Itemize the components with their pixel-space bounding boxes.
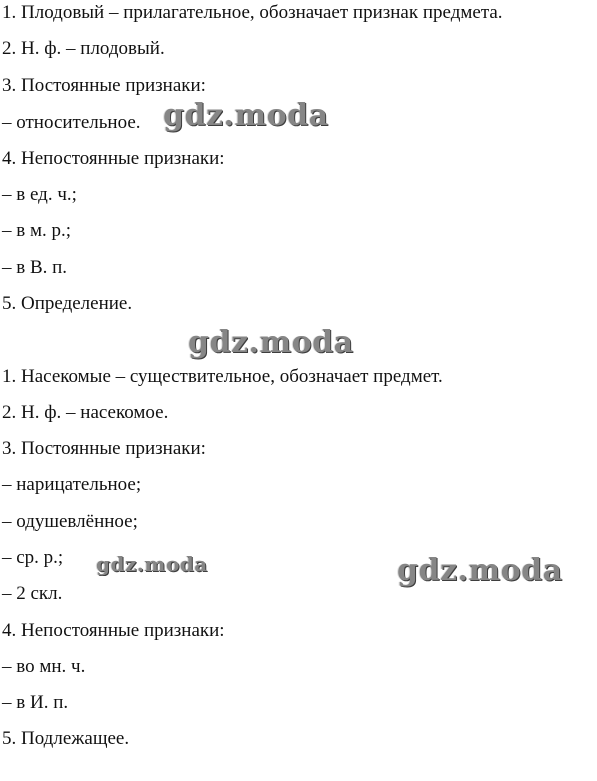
text-line: – относительное. bbox=[2, 112, 141, 133]
text-line: 1. Насекомые – существительное, обозначает предмет. bbox=[2, 366, 443, 387]
text-line: – в В. п. bbox=[2, 257, 68, 278]
watermark: gdz.moda bbox=[397, 553, 563, 588]
text-line: – нарицательное; bbox=[2, 474, 142, 495]
text-line: 3. Постоянные признаки: bbox=[2, 75, 206, 96]
text-line: 4. Непостоянные признаки: bbox=[2, 620, 225, 641]
text-line: 4. Непостоянные признаки: bbox=[2, 148, 225, 169]
text-line: – в м. р.; bbox=[2, 220, 72, 241]
text-line: 2. Н. ф. – плодовый. bbox=[2, 38, 165, 59]
watermark: gdz.moda bbox=[96, 552, 208, 576]
watermark: gdz.moda bbox=[163, 98, 329, 133]
text-line: – во мн. ч. bbox=[2, 656, 86, 677]
watermark: gdz.moda bbox=[188, 325, 354, 360]
text-line: 5. Определение. bbox=[2, 293, 133, 314]
text-line: 1. Плодовый – прилагательное, обозначает признак предмета. bbox=[2, 2, 503, 23]
text-line: – ср. р.; bbox=[2, 547, 64, 568]
text-line: 5. Подлежащее. bbox=[2, 728, 130, 749]
text-line: – в ед. ч.; bbox=[2, 184, 77, 205]
text-line: 3. Постоянные признаки: bbox=[2, 438, 206, 459]
text-line: – 2 скл. bbox=[2, 583, 63, 604]
text-line: 2. Н. ф. – насекомое. bbox=[2, 402, 169, 423]
text-line: – одушевлённое; bbox=[2, 511, 138, 532]
text-line: – в И. п. bbox=[2, 692, 69, 713]
